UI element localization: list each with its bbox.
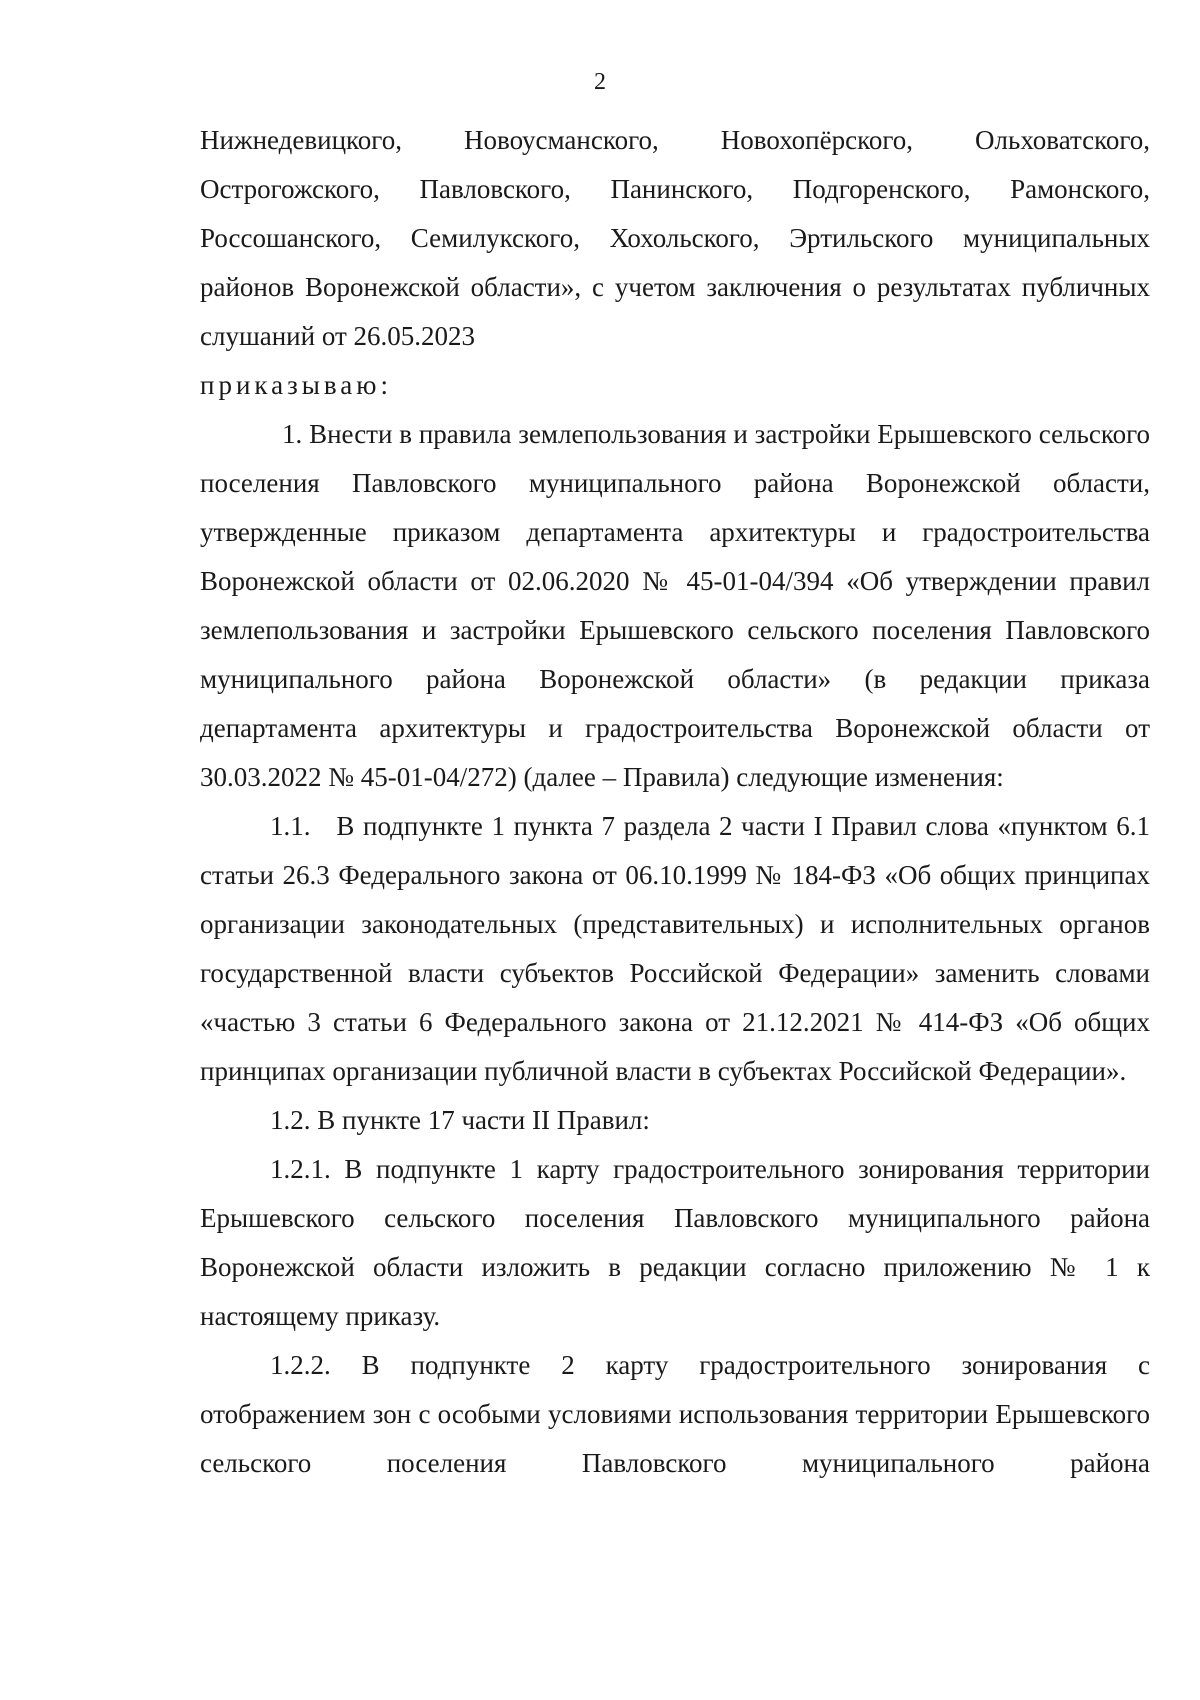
- order-word: приказываю:: [200, 370, 392, 400]
- intro-paragraph: Нижнедевицкого, Новоусманского, Новохопёрского, Ольховатского, Острогожского, Павловского, Панинского, Подгоренского, Рамонского, Россошанского, Семилукского, Хохольского, Эртильского муниципальных районов Воронежской области», с учетом заключения о результатах публичных слушаний от 26.05.2023: [200, 125, 1150, 351]
- paragraph-1: 1. Внести в правила землепользования и застройки Ерышевского сельского поселения Павловского муниципального района Воронежской области, утвержденные приказом департамента архитектуры и градостроительства Воронежской области от 02.06.2020 № 45-01-04/394 «Об утверждении правил землепользования и застройки Ерышевского сельского поселения Павловского муниципального района Воронежской области» (в редакции приказа департамента архитектуры и градостроительства Воронежской области от 30.03.2022 № 45-01-04/272) (далее – Правила) следующие изменения:: [200, 419, 1150, 792]
- paragraph-1-2-1: 1.2.1. В подпункте 1 карту градостроительного зонирования территории Ерышевского сельского поселения Павловского муниципального района Воронежской области изложить в редакции согласно приложению № 1 к настоящему приказу.: [200, 1154, 1150, 1331]
- paragraph-1-2: 1.2. В пункте 17 части II Правил:: [270, 1105, 650, 1135]
- document-body: [200, 116, 1157, 1488]
- page-number: 2: [594, 69, 606, 95]
- paragraph-1-1: 1.1. В подпункте 1 пункта 7 раздела 2 части I Правил слова «пунктом 6.1 статьи 26.3 Федерального закона от 06.10.1999 № 184-ФЗ «Об общих принципах организации законодательных (представительных) и исполнительных органов государственной власти субъектов Российской Федерации» заменить словами «частью 3 статьи 6 Федерального закона от 21.12.2021 № 414-ФЗ «Об общих принципах организации публичной власти в субъектах Российской Федерации».: [200, 811, 1157, 1086]
- paragraph-1-2-2: 1.2.2. В подпункте 2 карту градостроительного зонирования с отображением зон с особыми условиями использования территории Ерышевского сельского поселения Павловского муниципального района: [200, 1350, 1150, 1478]
